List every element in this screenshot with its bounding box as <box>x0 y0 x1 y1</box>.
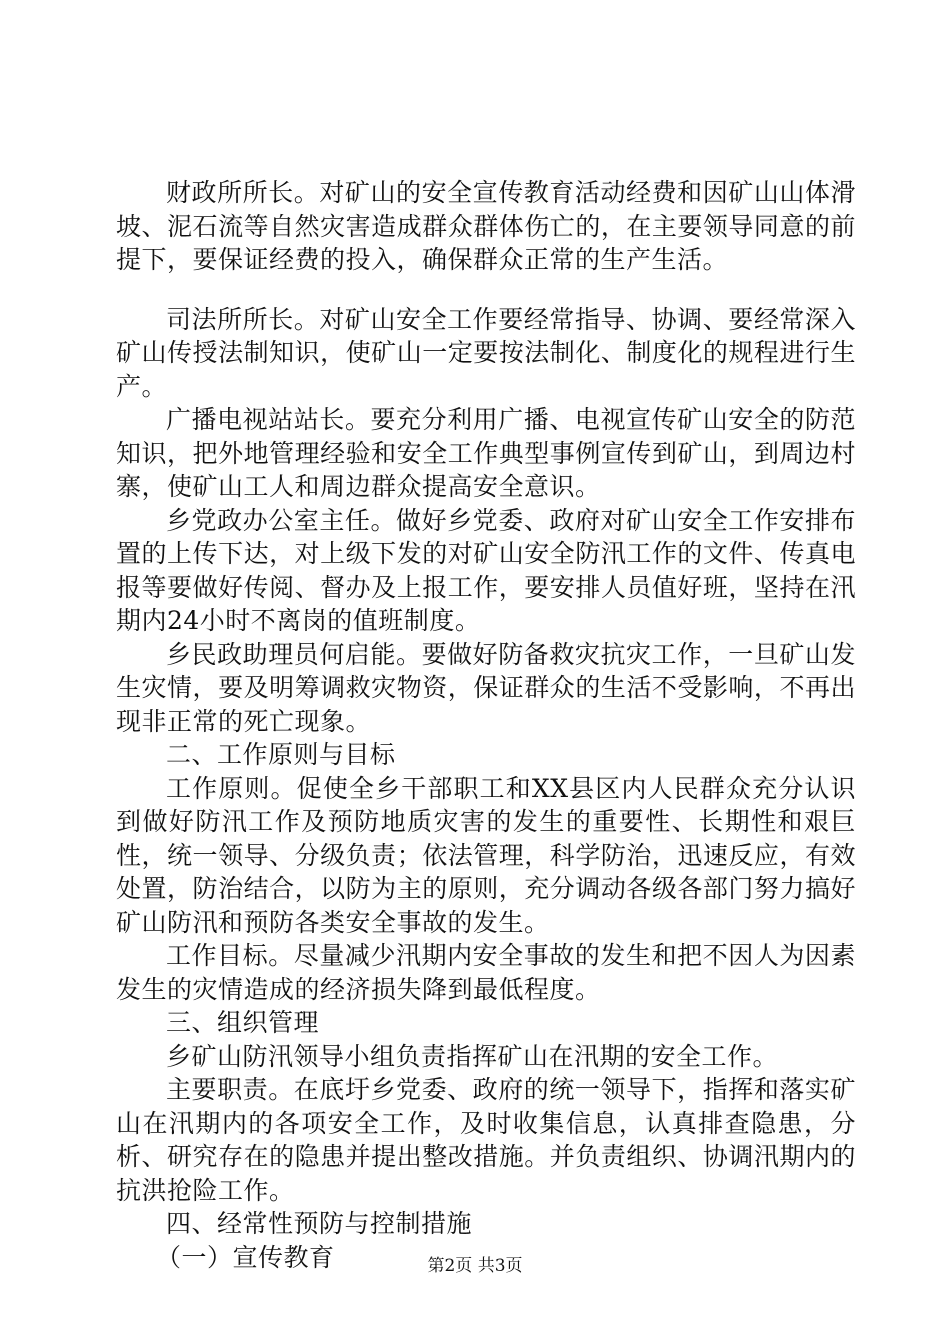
section-heading-prevention: 四、经常性预防与控制措施 <box>166 1209 473 1238</box>
document-body <box>116 176 856 1274</box>
paragraph-party-office: 乡党政办公室主任。做好乡党委、政府对矿山安全工作安排布置的上传下达，对上级下发的对矿山安全防汛工作的文件、传真电报等要做好传阅、督办及上报工作，要安排人员值好班，坚持在汛期内24小时不离岗的值班制度。 <box>116 505 856 635</box>
paragraph-broadcast-station: 广播电视站站长。要充分利用广播、电视宣传矿山安全的防范知识，把外地管理经验和安全工作典型事例宣传到矿山，到周边村寨，使矿山工人和周边群众提高安全意识。 <box>116 405 856 501</box>
page-footer: 第2页 共3页 <box>427 1256 523 1276</box>
paragraph-finance-office: 财政所所长。对矿山的安全宣传教育活动经费和因矿山山体滑坡、泥石流等自然灾害造成群众群体伤亡的，在主要领导同意的前提下，要保证经费的投入，确保群众正常的生产生活。 <box>116 178 856 274</box>
subsection-heading-publicity: （一）宣传教育 <box>156 1242 335 1272</box>
paragraph-work-principles: 工作原则。促使全乡干部职工和XX县区内人民群众充分认识到做好防汛工作及预防地质灾害的发生的重要性、长期性和艰巨性，统一领导、分级负责；依法管理，科学防治，迅速反应，有效处置，防治结合，以防为主的原则，充分调动各级各部门努力搞好矿山防汛和预防各类安全事故的发生。 <box>116 773 856 937</box>
section-heading-principles: 二、工作原则与目标 <box>166 740 396 769</box>
paragraph-leading-group: 乡矿山防汛领导小组负责指挥矿山在汛期的安全工作。 <box>166 1041 779 1071</box>
paragraph-civil-affairs: 乡民政助理员何启能。要做好防备救灾抗灾工作，一旦矿山发生灾情，要及明筹调救灾物资，保证群众的生活不受影响，不再出现非正常的死亡现象。 <box>116 639 856 736</box>
paragraph-main-duties: 主要职责。在底圩乡党委、政府的统一领导下，指挥和落实矿山在汛期内的各项安全工作，及时收集信息，认真排查隐患，分析、研究存在的隐患并提出整改措施。并负责组织、协调汛期内的抗洪抢险工作。 <box>116 1075 856 1205</box>
section-heading-organization: 三、组织管理 <box>166 1008 320 1037</box>
paragraph-judicial-office: 司法所所长。对矿山安全工作要经常指导、协调、要经常深入矿山传授法制知识，使矿山一定要按法制化、制度化的规程进行生产。 <box>116 304 856 401</box>
paragraph-work-goals: 工作目标。尽量减少汛期内安全事故的发生和把不因人为因素发生的灾情造成的经济损失降到最低程度。 <box>116 941 856 1004</box>
